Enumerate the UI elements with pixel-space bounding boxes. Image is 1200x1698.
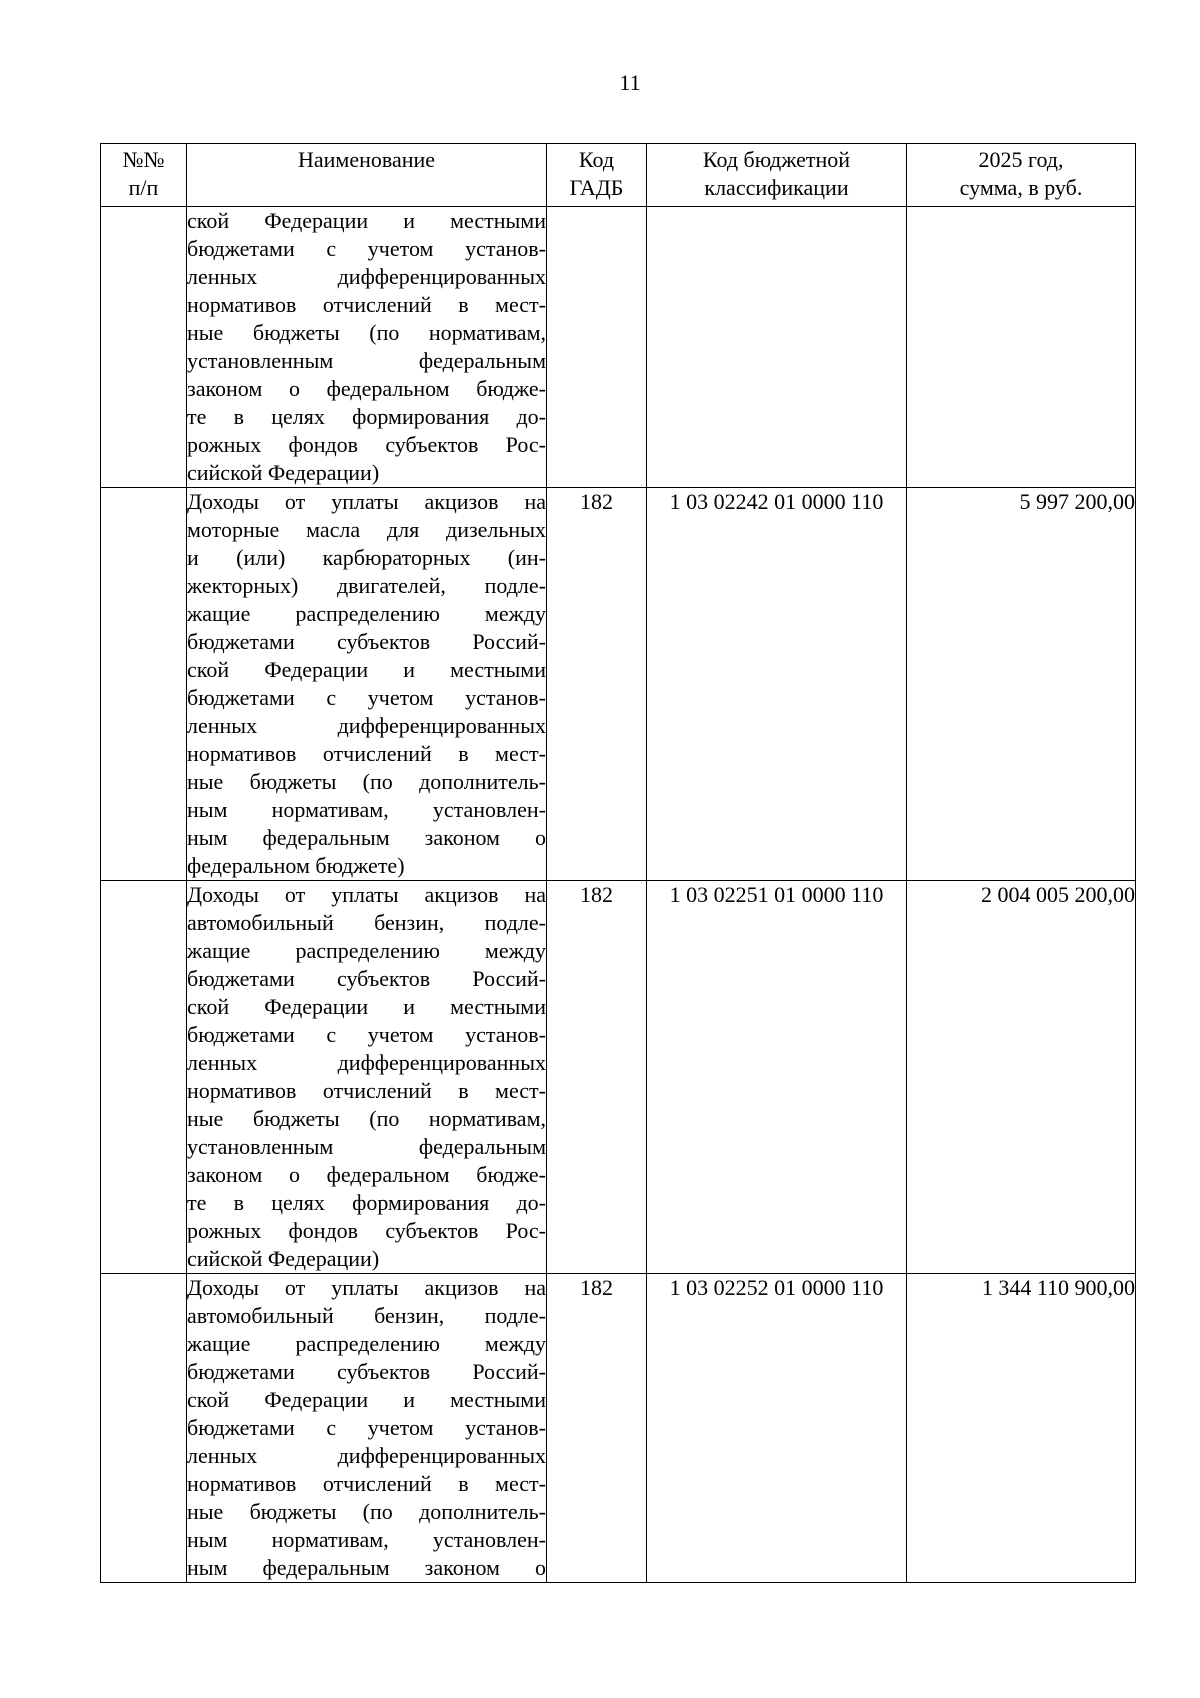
row-name-line: ленных дифференцированных [187,713,546,738]
row-gadb-code: 182 [547,881,647,1274]
row-name-line: нормативов отчислений в мест- [187,1078,546,1103]
row-name-cell [187,881,547,1274]
row-name-line: жекторных) двигателей, подле- [187,573,546,598]
row-name-line: ленных дифференцированных [187,1050,546,1075]
table-row [101,881,1136,1274]
row-name-line: моторные масла для дизельных [187,517,546,542]
table-header-row [101,144,1136,207]
row-gadb-code: 182 [547,1274,647,1583]
header-code [647,144,907,207]
row-budget-classification-code: 1 03 02251 01 0000 110 [647,881,907,1274]
row-budget-classification-code: 1 03 02242 01 0000 110 [647,488,907,881]
row-name-line: установленным федеральным [187,348,546,373]
budget-revenue-table [100,143,1136,1583]
row-name-line: ным нормативам, установлен- [187,797,546,822]
row-name-line: ской Федерации и местными [187,657,546,682]
table-header [101,144,1136,207]
header-num [101,144,187,207]
header-sum-line-2: сумма, в руб. [959,175,1083,200]
row-budget-classification-code [647,207,907,488]
row-name-line: бюджетами с учетом установ- [187,236,546,261]
row-num-cell [101,488,187,881]
header-name [187,144,547,207]
page-number: 11 [619,70,641,95]
row-gadb-code: 182 [547,488,647,881]
header-sum-line-1: 2025 год, [978,147,1064,172]
row-name-line: ленных дифференцированных [187,264,546,289]
row-budget-classification-code: 1 03 02252 01 0000 110 [647,1274,907,1583]
table-row [101,207,1136,488]
table-row [101,1274,1136,1583]
header-code-line-1: Код бюджетной [702,147,851,172]
header-gadb-line-2: ГАДБ [569,175,624,200]
row-name-line: те в целях формирования до- [187,1190,546,1215]
row-name-line: автомобильный бензин, подле- [187,910,546,935]
row-name-line: нормативов отчислений в мест- [187,1471,546,1496]
row-name-line: жащие распределению между [187,601,546,626]
row-name-line: рожных фондов субъектов Рос- [187,1218,546,1243]
row-name-line: бюджетами субъектов Россий- [187,966,546,991]
row-name-line: бюджетами субъектов Россий- [187,1359,546,1384]
row-name-line: бюджетами субъектов Россий- [187,629,546,654]
header-name-line-1: Наименование [297,147,436,172]
row-name-line: Доходы от уплаты акцизов на [187,882,546,907]
header-code-line-2: классификации [704,175,849,200]
row-name-line: Доходы от уплаты акцизов на [187,489,546,514]
row-amount-2025: 1 344 110 900,00 [907,1274,1136,1583]
row-name-line: ным нормативам, установлен- [187,1527,546,1552]
row-name-line: и (или) карбюраторных (ин- [187,545,546,570]
row-name-line: ные бюджеты (по нормативам, [187,1106,546,1131]
row-name-line: ской Федерации и местными [187,994,546,1019]
row-name-line: законом о федеральном бюдже- [187,376,546,401]
row-gadb-code [547,207,647,488]
row-name-line: ным федеральным законом о [187,825,546,850]
header-sum [907,144,1136,207]
row-name-line: законом о федеральном бюдже- [187,1162,546,1187]
row-name-line: ные бюджеты (по дополнитель- [187,769,546,794]
table-row [101,488,1136,881]
row-num-cell [101,207,187,488]
row-name-line: ные бюджеты (по дополнитель- [187,1499,546,1524]
row-name-line: сийской Федерации) [187,1246,380,1271]
row-name-line: ленных дифференцированных [187,1443,546,1468]
row-name-line: жащие распределению между [187,938,546,963]
header-num-line-2: п/п [128,175,159,200]
row-name-cell [187,1274,547,1583]
row-name-line: нормативов отчислений в мест- [187,292,546,317]
row-name-line: ской Федерации и местными [187,208,546,233]
row-name-line: ской Федерации и местными [187,1387,546,1412]
row-name-line: рожных фондов субъектов Рос- [187,432,546,457]
row-name-line: нормативов отчислений в мест- [187,741,546,766]
row-name-line: сийской Федерации) [187,460,380,485]
row-name-line: те в целях формирования до- [187,404,546,429]
row-name-line: бюджетами с учетом установ- [187,1415,546,1440]
row-name-line: Доходы от уплаты акцизов на [187,1275,546,1300]
row-num-cell [101,1274,187,1583]
header-num-line-1: №№ [122,147,165,172]
row-name-line: установленным федеральным [187,1134,546,1159]
row-num-cell [101,881,187,1274]
table-body [101,207,1136,1583]
row-amount-2025: 5 997 200,00 [907,488,1136,881]
row-amount-2025 [907,207,1136,488]
row-name-line: федеральном бюджете) [187,853,405,878]
row-name-line: жащие распределению между [187,1331,546,1356]
row-name-line: ные бюджеты (по нормативам, [187,320,546,345]
row-amount-2025: 2 004 005 200,00 [907,881,1136,1274]
row-name-cell [187,488,547,881]
row-name-cell [187,207,547,488]
row-name-line: автомобильный бензин, подле- [187,1303,546,1328]
row-name-line: бюджетами с учетом установ- [187,1022,546,1047]
row-name-line: ным федеральным законом о [187,1555,546,1580]
header-gadb-line-1: Код [578,147,615,172]
header-gadb [547,144,647,207]
row-name-line: бюджетами с учетом установ- [187,685,546,710]
